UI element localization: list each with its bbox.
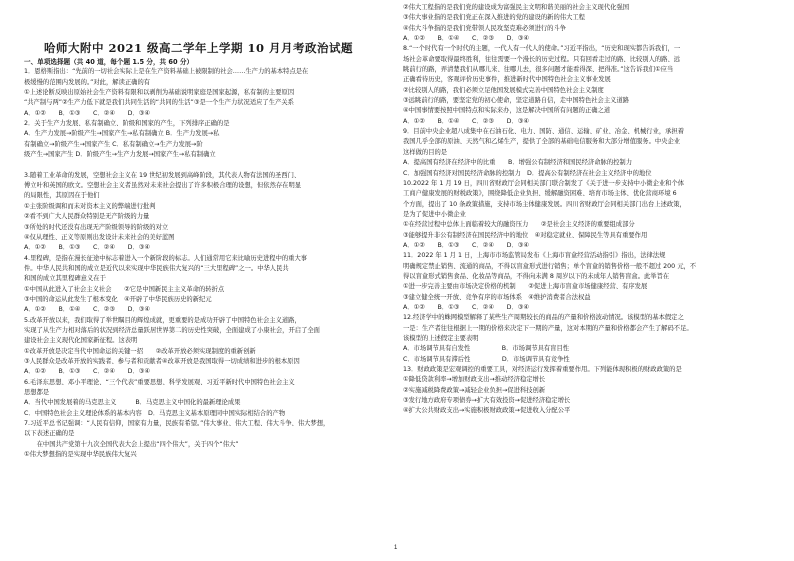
text-line: C．加强国有经济对国民经济命脉的控制力 D．提高公有制经济在社会主义经济中的地位 — [403, 169, 652, 177]
text-line: 以下表述正确的是 — [24, 430, 75, 438]
text-line: 8.“一个时代有一个时代的主题，一代人有一代人的使命。”习近平指出，“历史和现实都告诉我们，一 — [403, 45, 681, 53]
text-line: C．市场调节具有滞后性 D．市场调节具有竞争性 — [403, 355, 570, 363]
text-line: 2．关于生产力发展、私有制确立、阶级和国家的产生，下列排序正确的是 — [24, 120, 230, 128]
page-title: 哈师大附中 2021 级高二学年上学期 10 月月考政治试题 — [43, 41, 354, 55]
text-line: 建设社会主义现代化国家新征程。这表明 — [24, 337, 138, 345]
text-line: 傅立叶和英国的欧文。空想社会主义者虽然对未来社会提出了许多积极合理的设想，但依然存在明显 — [24, 182, 302, 190]
right-column — [403, 3, 765, 417]
text-line: ④中国事情要按照中国特点和实际来办，这是解决中国所有问题的正确之道 — [403, 107, 611, 115]
text-line: ①伟大梦想指的是实现中华民族伟大复兴 — [24, 451, 137, 459]
text-line: ④扩大公共财政支出→实施积极财政政策→促进收入分配公平 — [403, 407, 571, 415]
text-line: A．市场调节具有自发性 B．市场调节具有盲目性 — [403, 345, 570, 353]
text-line: A．①② B．①③ C．②④ D．③④ — [24, 368, 151, 376]
text-line: ②伟大工程指的是我们党的建设成为富强民主文明和谐美丽的社会主义现代化强国 — [403, 4, 630, 11]
text-line: ①改革开放是决定当代中国命运的关键一招 ②改革开放必须实现制度的重新创新 — [24, 347, 256, 355]
text-line: 是为了促进中小微企业 — [403, 210, 466, 218]
text-line: 4.里程碑，是指在漫长征途中标志着进入一个新阶段的标志。人们通常用它来比喻历史进程中的重大事 — [24, 254, 308, 262]
text-line: ①进一步完善主要由市场决定价格的机制 ②促进上海市盲盒市场健康经营、有序发展 — [403, 283, 648, 291]
text-line: A．提高国有经济在经济中的比重 B．增强公有制经济和国民经济命脉的控制力 — [403, 159, 633, 167]
left-column — [24, 57, 386, 460]
text-line: ②比较别人的路，我们必须立足他国发展模式完善中国特色社会主义制度 — [403, 86, 604, 94]
text-line: 6.毛泽东思想、邓小平理论、“三个代表”重要思想、科学发展观、习近平新时代中国特色社会主义 — [24, 378, 295, 386]
text-line: ③远眺前行的路，要坚定党的初心使命，坚定道路自信，走中国特色社会主义道路 — [403, 97, 630, 105]
text-line: 7.习近平总书记强调：“人民有信仰，国家有力量，民族有希望。”伟大事业、伟大工程、伟大斗争、伟大梦想， — [24, 420, 330, 428]
text-line: 思想都是 — [24, 389, 50, 396]
text-line: 10.2022 年 1 月 19 日，四川省财政厅会同相关部门联合制发了《关于进一步支持中小微企业和个体 — [403, 179, 685, 187]
text-line: 我国几乎全部的原油、天然气和乙烯生产，提供了全部的基础电信服务和大部分增值服务。中央企业 — [403, 138, 681, 146]
text-line: 和国的成立其里程碑意义在于 — [24, 275, 106, 283]
text-line: ④仅从理性、正义等原则出发设计未来社会的美好蓝图 — [24, 233, 175, 241]
page-number: 1 — [394, 545, 398, 551]
text-line: A．①② B．①④ C．②③ D．③④ — [403, 35, 530, 43]
text-line: 级产生→国家产生 D．阶级产生→生产力发展→国家产生→私有制确立 — [24, 151, 216, 159]
text-line: 在中国共产党第十九次全国代表大会上提出“四个伟大”，关于四个“伟大” — [24, 440, 239, 448]
text-line: ③发行地方政府专项债券→扩大有效投资→促进经济稳定增长 — [403, 397, 571, 405]
text-line: 11．2022 年 1 月 1 日，上海市市场监管局发布《上海市盲盒经营活动指引》指出，法律法规 — [403, 252, 666, 260]
text-line: ③中国的命运从此发生了根本变化 ④开辟了中华民族历史的新纪元 — [24, 295, 212, 303]
text-line: 12.经济学中的蛛网模型解释了某些生产周期较长的商品的产量和价格波动情况。该模型的基本假定之 — [403, 314, 684, 322]
text-line: 1．恩格斯指出：“先前的一切社会实际上是在生产资料基础上被限制的社会……生产力的基本特点是在 — [24, 68, 309, 76]
text-line: ③所处的时代还没有出现无产阶级领导的阶级的对立 — [24, 223, 169, 231]
text-line: A．生产力发展→阶级产生→国家产生→私有制确立 B．生产力发展→私 — [24, 130, 220, 138]
text-line: A．①② B．①③ C．②④ D．③④ — [403, 303, 530, 311]
text-line: A．当代中国发展着的马克思主义 B．马克思主义中国化的最新理论成果 — [24, 399, 241, 407]
text-line: 件。中华人民共和国的成立是近代以来实现中华民族伟大复兴的“三大里程碑”之一。中华人民共 — [24, 264, 289, 272]
text-line: ③人民群众是改革开放的实践者、参与者和贡献者④改革开放是我国取得一切成绩和进步的根本原因 — [24, 357, 300, 365]
text-line: ①中国从此进入了社会主义社会 ②它是中国新民主主义革命的转折点 — [24, 285, 225, 293]
text-line: 有制确立→阶级产生→国家产生 C．私有制确立→生产力发展→阶 — [24, 140, 203, 148]
text-line: ①主张阶级调和而未对资本主义的弊端进行批判 — [24, 202, 156, 210]
text-line: 得以盲盒形式销售食品、化妆品等商品，不得向未满 8 周岁以下的未成年人销售盲盒。此举旨在 — [403, 272, 670, 280]
text-line: ③建立健全统一开放、竞争有序的市场体系 ④维护消费者合法权益 — [403, 293, 591, 301]
text-line: ①上述论断反映出原始社会生产资料有限和以剥削为基础说明家庭是国家起源，私有制的主要原因 — [24, 89, 295, 97]
text-line: 9．目前中央企业超八成集中在石油石化、电力、国防、通信、运输、矿业、冶金、机械行业，承担着 — [403, 128, 685, 136]
text-line: 眺前行的路，弄清楚我们从哪儿来、往哪儿去，很多问题才能看得深、把得准。”这告诉我们①应当 — [403, 66, 674, 74]
text-line: 场社会革命要取得最终胜利，往往需要一个漫长的历史过程。只有回看走过的路、比较别人的路、远 — [403, 55, 681, 63]
text-line: 这样做的目的是 — [403, 148, 448, 156]
text-line: 实现了从生产力相对落后的状况到经济总量跃居世界第二的历史性突破，全面建成了小康社会，开启了全面 — [24, 326, 320, 334]
text-line: ④伟大斗争指的是我们党带领人民攻坚克难必须进行的斗争 — [403, 24, 567, 32]
text-line: ③能够提升非公有制经济在国民经济中的地位 ④对稳定就业、保障民生等具有重要作用 — [403, 231, 648, 239]
text-line: 该模型的上述假定主要表明 — [403, 335, 479, 342]
text-line: 13．财政政策是宏观调控的重要工具，对经济运行发挥着重要作用。下列能体现积极的财政政策的是 — [403, 366, 682, 374]
text-line: 个方面，提出了 10 条政策措施，支持市场主体健康发展。四川省财政厅会同相关部门出台上述政策， — [403, 200, 686, 208]
text-line: “共产制与两”②生产力低下就是我们共同生活的“共同的生活”③是一个生产力状况适应了生产关系 — [24, 99, 294, 107]
text-line: ①降低贷款利率→增加财政支出→推动经济稳定增长 — [403, 376, 546, 384]
text-line — [24, 160, 386, 170]
text-line: C．中国特色社会主义理论体系的基本内容 D．马克思主义基本原理同中国实际相结合的产物 — [24, 409, 286, 417]
text-line: A．①② B．①③ C．②④ D．③④ — [403, 241, 530, 249]
text-line: ③伟大事业指的是我们党正在深入推进的党的建设的新的伟大工程 — [403, 14, 585, 22]
text-line: 正确看待历史，客观评价历史事件，推进新时代中国特色社会主义事业发展 — [403, 76, 611, 84]
text-line: 明确规定禁止销售、流通的商品，不得以盲盒形式进行销售；单个盲盒的销售价格一般不超过 200 元，不 — [403, 262, 697, 270]
text-line: 一、单项选择题（共 40 道，每个题 1.5 分，共 60 分） — [24, 58, 194, 66]
text-line: 5.改革开放以来，我们取得了举世瞩目的辉煌成就，更重要的是成功开辟了中国特色社会主义道路， — [24, 316, 301, 324]
text-line: 的局限性，其原因在于他们 — [24, 192, 100, 200]
text-line: A．①② B．①④ C．②③ D．③④ — [24, 306, 151, 314]
text-line: A．①② B．①④ C．②③ D．③④ — [403, 117, 530, 125]
text-line: A．①② B．①③ C．②④ D．③④ — [24, 109, 151, 117]
text-line: 极缓慢的范围内发展的。”对此，解读正确的有 — [24, 78, 151, 86]
text-line: ①在经营过程中总体上面临着较大的融资压力 ②是社会主义经济的重要组成部分 — [403, 221, 635, 229]
text-line: ②看不到广大人民群众特别是无产阶级的力量 — [24, 213, 150, 221]
text-line: 3.随着工业革命的发展，空想社会主义在 19 世纪初发展到高峰阶段，其代表人物有法国的圣西门、 — [24, 171, 301, 179]
text-line: 工商户健康发展的财税政策》，围绕降低企业负担、缓解融资困难、培育市场主体、优化营商环境 6 — [403, 190, 677, 198]
text-line: A．①② B．①③ C．②④ D．③④ — [24, 244, 151, 252]
text-line: 一是：生产者往往根据上一期的价格来决定下一期的产量，这对本期的产量和价格都会产生了解码不足。 — [403, 324, 693, 332]
text-line: ②实施减税降费政策→减轻企业负担→促进科技创新 — [403, 386, 546, 394]
